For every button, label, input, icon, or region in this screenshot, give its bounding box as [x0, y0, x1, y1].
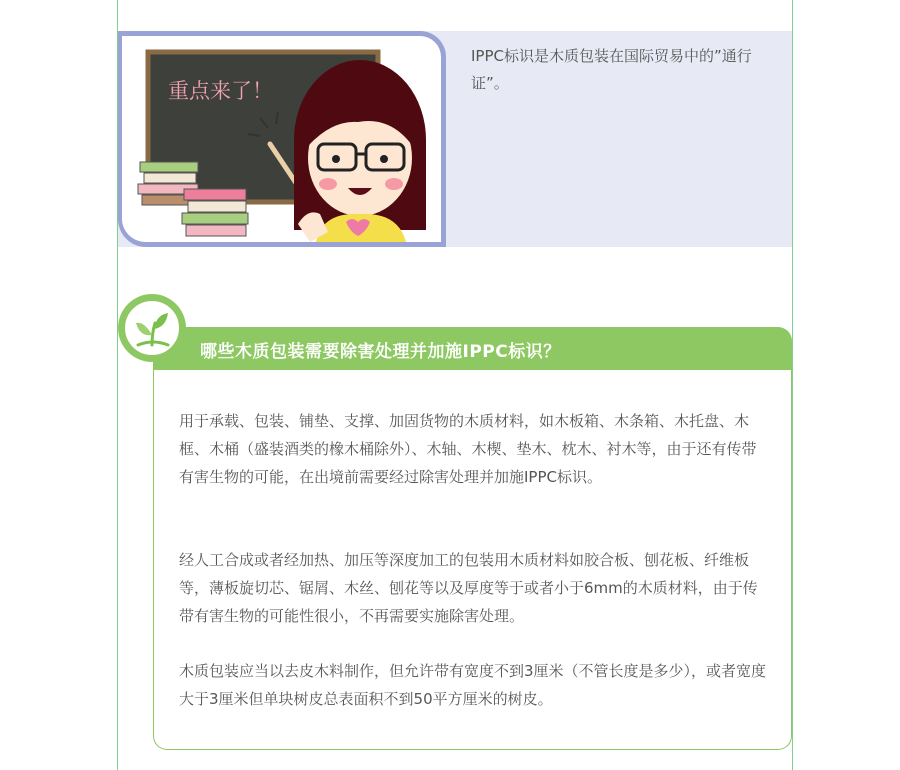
- paragraph-1: 用于承载、包装、铺垫、支撑、加固货物的木质材料，如木板箱、木条箱、木托盘、木框、木桶（盛装酒类的橡木桶除外）、木轴、木楔、垫木、枕木、衬木等，由于还有传带有害生物的可能，在出境前需要经过除害处理并加施IPPC标识。: [179, 412, 757, 486]
- board-text: 重点来了！: [168, 80, 273, 103]
- sprout-icon: [123, 299, 181, 357]
- paragraph-2: 经人工合成或者经加热、加压等深度加工的包装用木质材料如胶合板、刨花板、纤维板等，薄板旋切芯、锯屑、木丝、刨花等以及厚度等于或者小于6mm的木质材料，由于传带有害生物的可能性很小，不再需要实施除害处理。: [179, 551, 758, 625]
- intro-text: IPPC标识是木质包装在国际贸易中的”通行证”。: [471, 47, 752, 92]
- right-frame-line: [792, 0, 793, 770]
- paragraph-3: 木质包装应当以去皮木料制作，但允许带有宽度不到3厘米（不管长度是多少），或者宽度大于3厘米但单块树皮总表面积不到50平方厘米的树皮。: [179, 662, 767, 708]
- section-heading: 哪些木质包装需要除害处理并加施IPPC标识？: [200, 342, 561, 362]
- teacher-illustration: [118, 31, 446, 247]
